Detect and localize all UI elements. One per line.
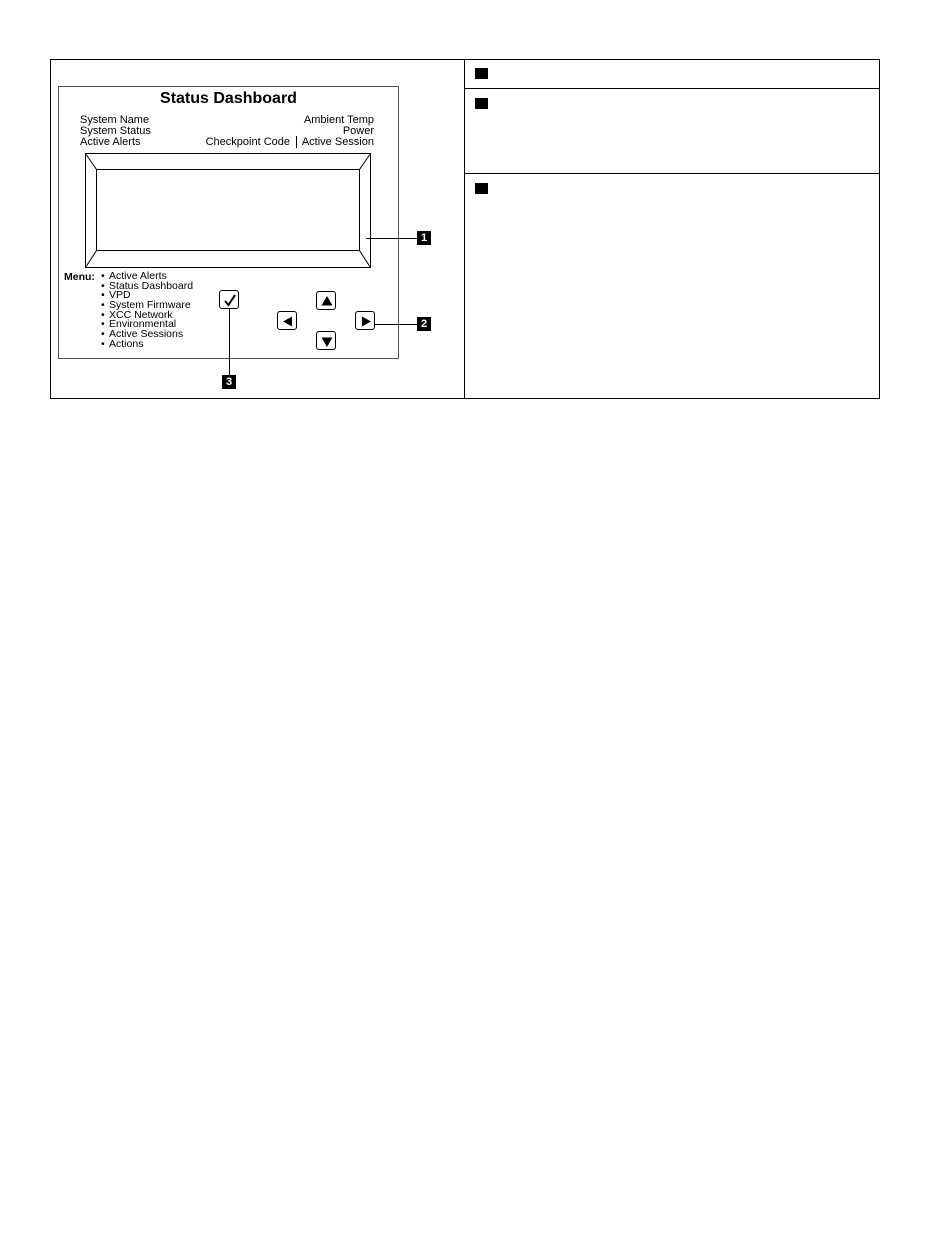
- panel-title: Status Dashboard: [160, 90, 297, 107]
- field-ambient-temp: Ambient Temp: [303, 114, 374, 126]
- menu-list: [101, 272, 193, 350]
- menu-item-active-alerts: • Active Alerts: [101, 270, 167, 282]
- menu-item-active-sessions: • Active Sessions: [101, 328, 184, 341]
- legend-marker-2: [475, 98, 488, 109]
- lcd-screen: [85, 153, 372, 269]
- menu-item-vpd: • VPD: [101, 289, 131, 302]
- up-button[interactable]: [316, 291, 336, 310]
- field-separator: [296, 136, 297, 148]
- table-column-divider: [464, 59, 465, 399]
- down-button[interactable]: [316, 331, 336, 350]
- arrow-right-icon: [356, 312, 376, 331]
- checkmark-icon: [220, 291, 240, 310]
- callout-3: 3: [222, 375, 236, 389]
- field-system-status: System Status: [80, 125, 151, 137]
- field-system-name: System Name: [80, 114, 150, 126]
- field-active-alerts: Active Alerts: [80, 136, 141, 148]
- callout-3-leader: [229, 309, 230, 375]
- menu-item-system-firmware: • System Firmware: [101, 299, 191, 312]
- legend-marker-3: [475, 183, 488, 194]
- menu-item-status-dashboard: • Status Dashboard: [101, 279, 194, 292]
- right-button[interactable]: [355, 311, 375, 330]
- callout-2-leader: [374, 324, 417, 325]
- menu-item-xcc-network: • XCC Network: [101, 308, 173, 321]
- legend-marker-1: [475, 68, 488, 79]
- legend-row-divider-2: [465, 173, 880, 174]
- arrow-down-icon: [317, 332, 337, 351]
- arrow-left-icon: [278, 312, 298, 331]
- menu-item-environmental: • Environmental: [101, 318, 177, 331]
- field-power: Power: [342, 125, 374, 137]
- callout-2: 2: [417, 317, 431, 331]
- field-checkpoint-code: Checkpoint Code: [205, 136, 290, 148]
- menu-label: Menu:: [64, 271, 95, 283]
- legend-row-divider-1: [465, 88, 880, 89]
- left-button[interactable]: [277, 311, 297, 330]
- menu-item-actions: • Actions: [101, 337, 144, 350]
- callout-1-leader: [366, 238, 417, 239]
- field-active-session: Active Session: [301, 136, 374, 148]
- callout-1: 1: [417, 231, 431, 245]
- arrow-up-icon: [317, 292, 337, 311]
- select-button[interactable]: [219, 290, 239, 309]
